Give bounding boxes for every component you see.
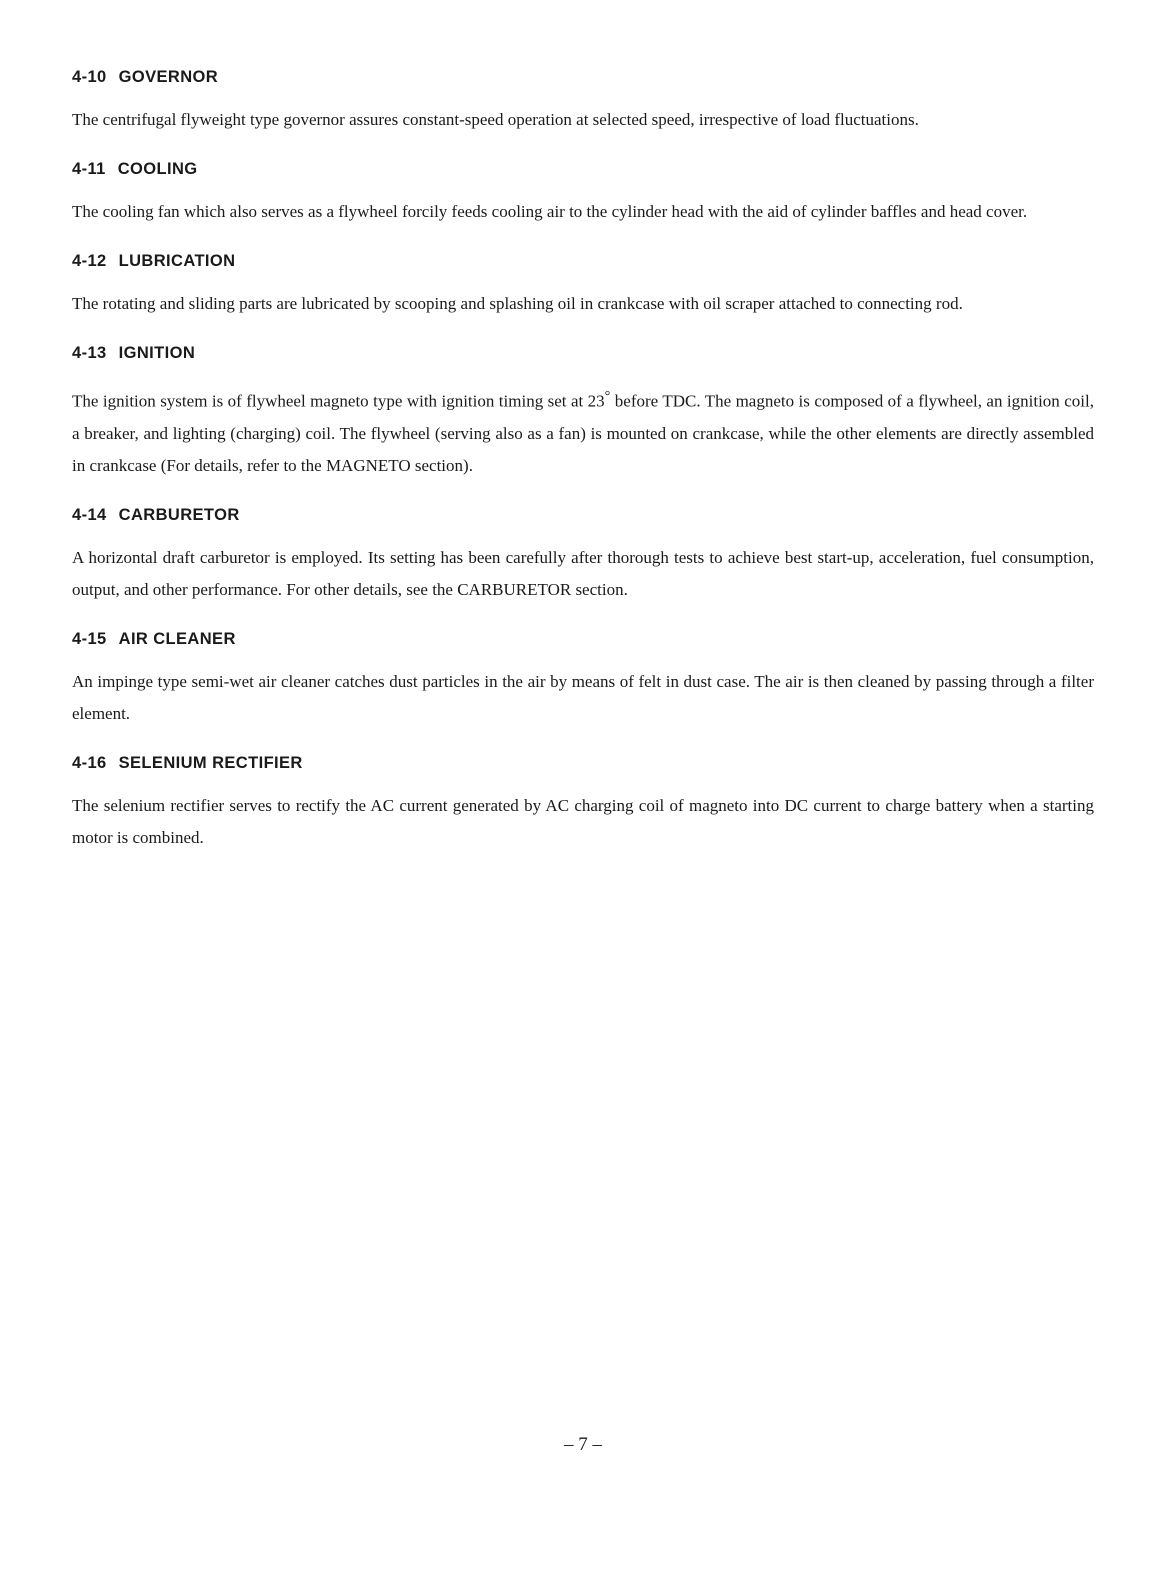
section-body: A horizontal draft carburetor is employed. Its setting has been carefully after thorough tests to achieve best start-up, acceleration, fuel consumption, output, and other performance. For other details, see the CARBURETOR section. [72, 547, 1094, 599]
section-cooling [72, 158, 1094, 228]
section-title: CARBURETOR [118, 505, 240, 524]
section-heading [72, 504, 1094, 526]
section-heading [72, 628, 1094, 650]
section-body: The selenium rectifier serves to rectify the AC current generated by AC charging coil of magneto into DC current to charge battery when a starting motor is combined. [72, 795, 1094, 847]
section-number: 4-14 [72, 505, 107, 524]
section-heading [72, 342, 1094, 364]
section-title: COOLING [117, 160, 198, 178]
section-heading [72, 250, 1094, 272]
section-number: 4-13 [72, 344, 107, 362]
section-body: An impinge type semi-wet air cleaner catches dust particles in the air by means of felt in dust case. The air is then cleaned by passing through a filter element. [72, 671, 1094, 723]
document-page [72, 66, 1094, 876]
section-title: LUBRICATION [118, 252, 236, 270]
section-carburetor [72, 504, 1094, 606]
section-number: 4-16 [72, 753, 107, 772]
section-body: The cooling fan which also serves as a flywheel forcily feeds cooling air to the cylinder head with the aid of cylinder baffles and head cover. [72, 202, 1028, 221]
degree-sign: ° [604, 388, 611, 404]
section-number: 4-11 [72, 160, 106, 178]
page-number: – 7 – [564, 1434, 602, 1455]
section-governor [72, 66, 1094, 136]
section-body: The rotating and sliding parts are lubricated by scooping and splashing oil in crankcase with oil scraper attached to connecting rod. [72, 294, 963, 313]
section-title: IGNITION [118, 344, 196, 362]
section-body [72, 380, 1094, 482]
section-ignition [72, 342, 1094, 482]
section-title: AIR CLEANER [118, 629, 236, 648]
section-title: GOVERNOR [118, 68, 219, 86]
section-number: 4-15 [72, 629, 107, 648]
section-air-cleaner [72, 628, 1094, 730]
section-number: 4-10 [72, 68, 107, 86]
section-heading [72, 158, 1094, 180]
section-body: The centrifugal flyweight type governor assures constant-speed operation at selected speed, irrespective of load fluctuations. [72, 110, 919, 129]
section-heading [72, 752, 1094, 774]
section-title: SELENIUM RECTIFIER [118, 753, 303, 772]
section-selenium-rectifier [72, 752, 1094, 854]
section-heading [72, 66, 1094, 88]
ignition-text-after: before TDC. The magneto is composed of a flywheel, an ignition coil, a breaker, and lighting (charging) coil. The flywheel (serving also as a fan) is mounted on crankcase, while the other elements are directly assembled in crankcase (For details, refer to the MAGNETO section). [72, 391, 1094, 475]
section-lubrication [72, 250, 1094, 320]
section-number: 4-12 [72, 252, 107, 270]
ignition-text-before: The ignition system is of flywheel magneto type with ignition timing set at 23 [72, 391, 605, 411]
